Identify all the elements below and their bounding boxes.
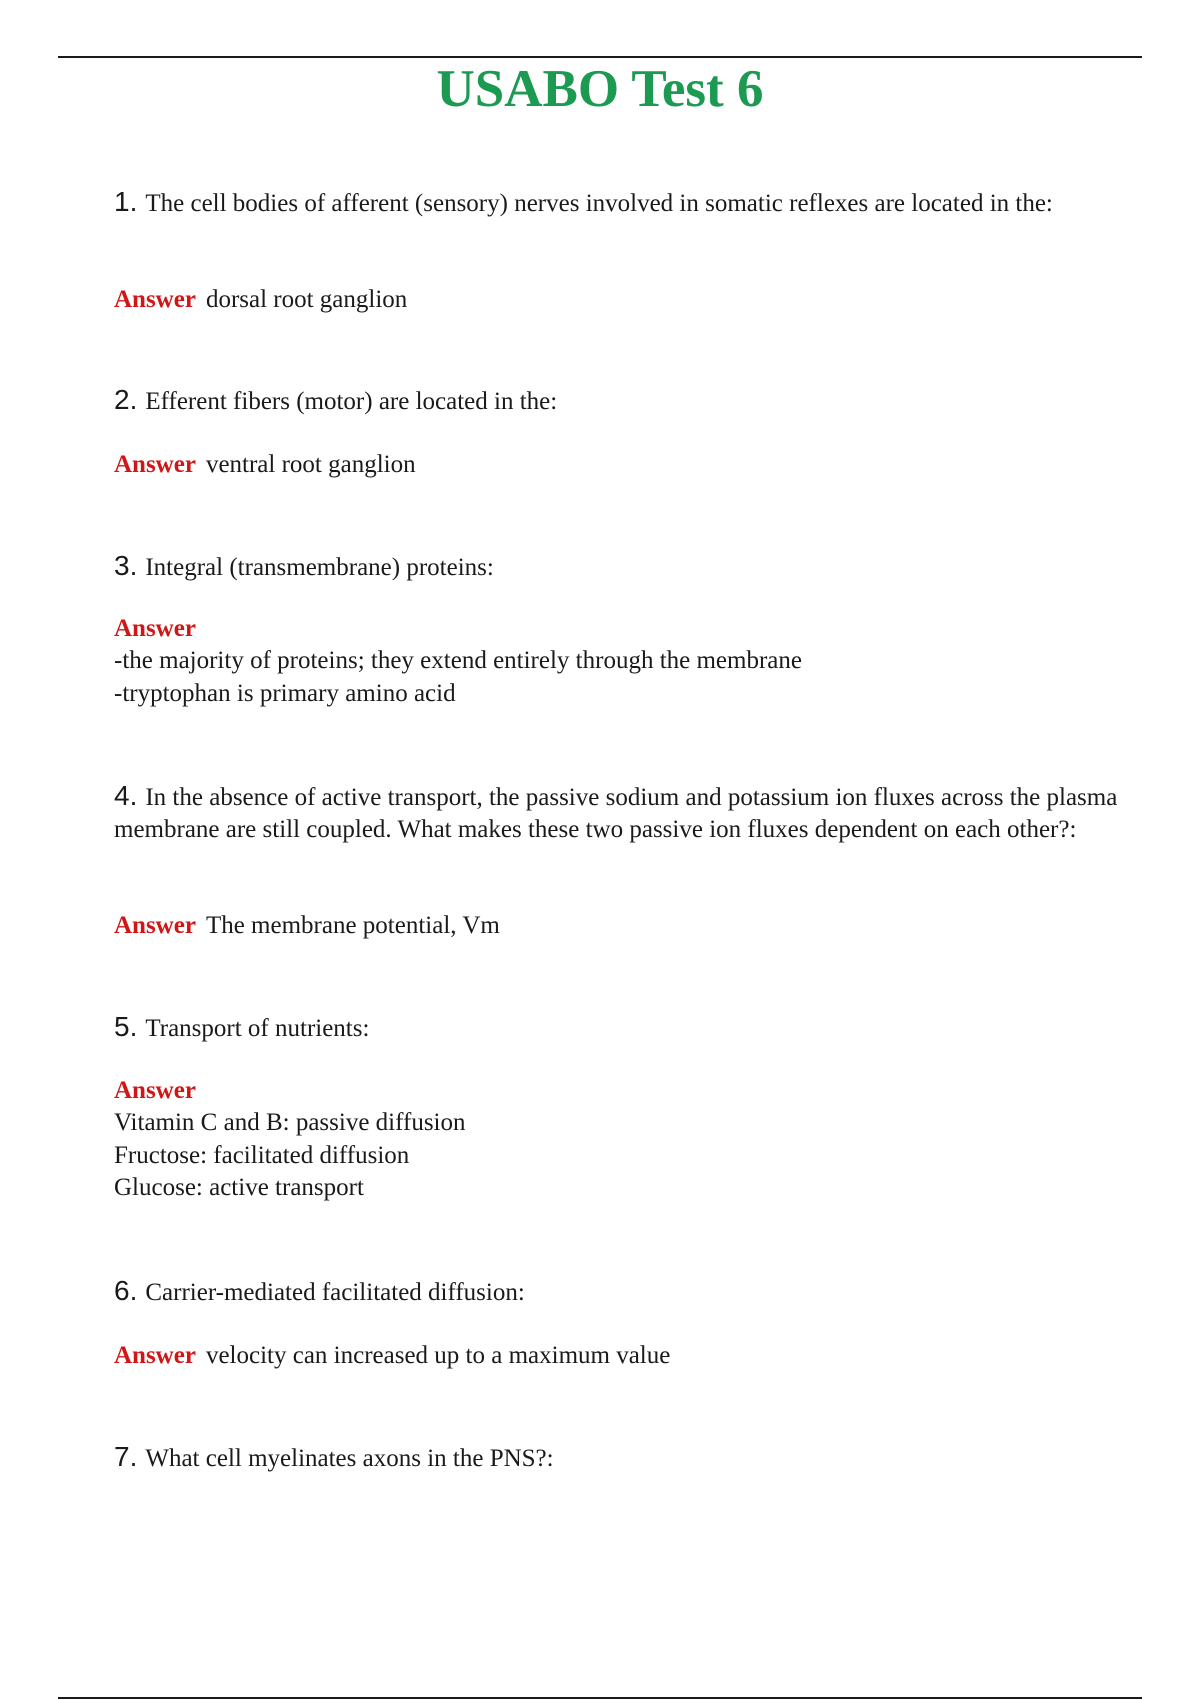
question-number: 7. [114, 1441, 138, 1472]
question-1 [114, 186, 1144, 220]
question-5 [114, 1011, 1144, 1045]
question-number: 4. [114, 780, 138, 811]
question-text: Transport of nutrients: [145, 1015, 370, 1042]
answer-text: The membrane potential, Vm [205, 912, 500, 939]
answer-text: dorsal root ganglion [205, 286, 408, 313]
answer-text: velocity can increased up to a maximum value [205, 1342, 671, 1369]
answer-lines [114, 645, 1144, 710]
question-number: 5. [114, 1011, 138, 1042]
question-number: 3. [114, 550, 138, 581]
answer-line: Vitamin C and B: passive diffusion [114, 1109, 466, 1136]
answer-label: Answer [114, 615, 196, 642]
question-block-7 [114, 1441, 1144, 1475]
question-number: 2. [114, 384, 138, 415]
answer-block-5 [114, 1075, 1144, 1205]
bottom-rule [58, 1697, 1142, 1699]
answer-line: -tryptophan is primary amino acid [114, 679, 456, 707]
answer-label: Answer [114, 912, 196, 939]
answer-block-3 [114, 613, 1144, 710]
question-number: 1. [114, 186, 138, 217]
question-block-2 [114, 384, 1144, 418]
answer-lines [114, 1107, 1144, 1205]
question-text: What cell myelinates axons in the PNS?: [145, 1445, 554, 1472]
answer-4 [114, 910, 1144, 942]
answer-label: Answer [114, 1077, 196, 1104]
answer-block-6 [114, 1340, 1144, 1372]
answer-3 [114, 613, 1144, 645]
answer-line: -the majority of proteins; they extend entirely through the membrane [114, 647, 802, 674]
question-4 [114, 780, 1144, 846]
answer-line: Glucose: active transport [114, 1174, 364, 1201]
question-number: 6. [114, 1275, 138, 1306]
question-block-4 [114, 780, 1144, 846]
question-block-5 [114, 1011, 1144, 1045]
question-block-3 [114, 550, 1144, 584]
question-block-1 [114, 186, 1144, 220]
answer-6 [114, 1340, 1144, 1372]
question-text: Carrier-mediated facilitated diffusion: [145, 1279, 525, 1306]
question-6 [114, 1275, 1144, 1309]
question-2 [114, 384, 1144, 418]
answer-block-2 [114, 449, 1144, 481]
answer-block-1 [114, 284, 1144, 316]
question-text: Efferent fibers (motor) are located in the: [145, 388, 558, 415]
answer-label: Answer [114, 451, 196, 478]
question-text: Integral (transmembrane) proteins: [145, 554, 494, 581]
question-text: In the absence of active transport, the passive sodium and potassium ion fluxes across the plasma membrane are still coupled. What makes these two passive ion fluxes dependent on each other?: [114, 784, 1118, 843]
question-block-6 [114, 1275, 1144, 1309]
answer-block-4 [114, 910, 1144, 942]
answer-text: ventral root ganglion [205, 451, 416, 478]
answer-2 [114, 449, 1144, 481]
answer-label: Answer [114, 286, 196, 313]
answer-5 [114, 1075, 1144, 1107]
answer-label: Answer [114, 1342, 196, 1369]
question-3 [114, 550, 1144, 584]
question-7 [114, 1441, 1144, 1475]
answer-1 [114, 284, 1144, 316]
answer-line: Fructose: facilitated diffusion [114, 1141, 410, 1169]
question-text: The cell bodies of afferent (sensory) nerves involved in somatic reflexes are located in the: [145, 190, 1053, 217]
page-title: USABO Test 6 [436, 60, 764, 118]
